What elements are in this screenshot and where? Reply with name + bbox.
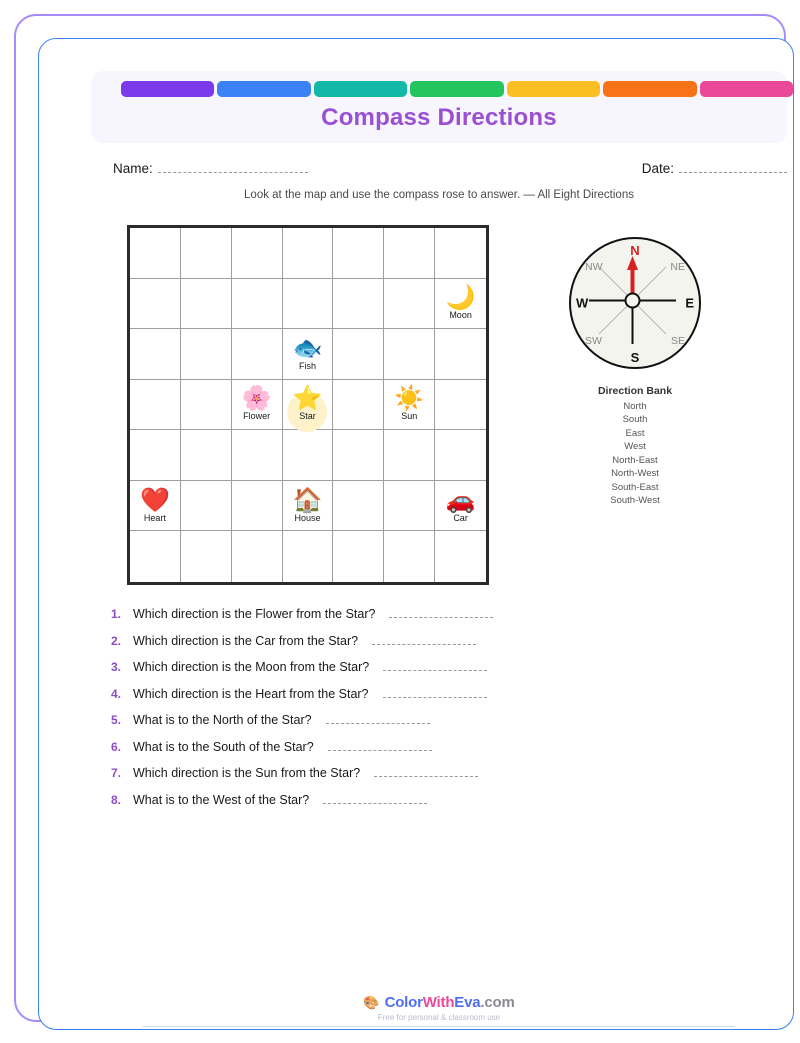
footer-divider <box>143 1026 735 1027</box>
color-strip <box>121 81 793 97</box>
map-item-label: Heart <box>143 512 166 523</box>
map-item <box>292 486 323 523</box>
flower-icon: 🌸 <box>241 385 272 413</box>
question-text <box>133 764 478 780</box>
question-prompt: Which direction is the Sun from the Star? <box>133 766 361 780</box>
direction-bank-title: Direction Bank <box>597 385 673 397</box>
map-cell-empty <box>232 430 283 481</box>
question-row <box>111 632 771 659</box>
compass-west-label: W <box>576 295 589 311</box>
map-cell-empty <box>283 228 334 279</box>
compass-east-label: E <box>685 295 694 311</box>
answer-blank[interactable] <box>383 685 487 698</box>
question-number: 4. <box>111 686 122 701</box>
color-strip-segment-6 <box>603 81 696 97</box>
question-prompt: What is to the South of the Star? <box>133 739 314 754</box>
worksheet-content <box>73 71 800 1043</box>
map-cell-empty <box>333 279 384 330</box>
brand-logo[interactable] <box>363 994 514 1011</box>
map-cell-empty <box>333 329 384 380</box>
car-icon: 🚗 <box>445 486 476 514</box>
map-cell-empty <box>384 279 435 330</box>
map-cell-flower <box>232 380 283 431</box>
map-cell-empty <box>232 329 283 380</box>
question-text <box>133 658 487 674</box>
map-cell-empty <box>333 228 384 279</box>
answer-blank[interactable] <box>383 658 487 671</box>
name-label: Name: <box>113 161 153 176</box>
compass-southwest-label: SW <box>585 335 602 347</box>
question-text <box>133 605 493 621</box>
question-row <box>111 605 771 632</box>
answer-blank[interactable] <box>374 764 478 777</box>
question-number: 5. <box>111 713 122 727</box>
map-cell-empty <box>384 481 435 532</box>
moon-icon: 🌙 <box>445 284 476 312</box>
map-item-label: Fish <box>298 360 316 371</box>
brand-part-eva: Eva <box>454 994 481 1011</box>
map-cell-empty <box>283 279 334 330</box>
question-row <box>111 791 771 818</box>
question-prompt: Which direction is the Flower from the Star? <box>133 607 376 621</box>
map-item-label: Sun <box>401 411 418 422</box>
direction-bank-item: South <box>622 414 648 426</box>
question-number: 8. <box>111 792 122 807</box>
name-field-group <box>113 159 308 176</box>
map-item-label: Car <box>453 512 468 523</box>
header-card <box>91 71 787 143</box>
map-item <box>394 387 424 421</box>
map-cell-empty <box>435 380 486 431</box>
brand-text <box>385 994 515 1011</box>
map-cell-empty <box>130 228 181 279</box>
palette-icon: 🎨 <box>363 995 380 1010</box>
map-cell-empty <box>232 228 283 279</box>
map-cell-empty <box>130 430 181 481</box>
star-icon: ⭐ <box>292 385 323 413</box>
map-cell-empty <box>435 228 486 279</box>
map-cell-heart <box>130 481 181 532</box>
color-strip-segment-5 <box>507 81 600 97</box>
map-item <box>139 486 170 523</box>
map-cell-empty <box>333 430 384 481</box>
question-row <box>111 685 771 712</box>
question-number: 7. <box>111 766 122 780</box>
map-cell-empty <box>232 279 283 330</box>
map-item-label: Flower <box>243 411 271 422</box>
date-field-group <box>642 159 787 176</box>
map-cell-empty <box>130 531 181 582</box>
instructions-text: Look at the map and use the compass rose to answer. — All Eight Directions <box>244 189 634 201</box>
question-row <box>111 764 771 791</box>
house-icon: 🏠 <box>292 486 323 514</box>
compass-south-label: S <box>630 350 640 365</box>
answer-blank[interactable] <box>323 791 427 804</box>
map-cell-empty <box>283 531 334 582</box>
brand-part-with: With <box>422 994 455 1011</box>
map-cell-empty <box>181 380 232 431</box>
map-cell-empty <box>384 430 435 481</box>
name-input[interactable] <box>158 159 308 173</box>
map-cell-fish <box>283 329 334 380</box>
direction-bank-item: North <box>623 401 647 412</box>
direction-bank-item: North-West <box>611 468 659 480</box>
question-number: 2. <box>111 633 122 648</box>
map-item-label: Moon <box>449 310 472 321</box>
map-cell-empty <box>333 481 384 532</box>
compass-northwest-label: NW <box>585 261 603 273</box>
color-strip-segment-1 <box>121 81 214 97</box>
map-grid-container <box>127 225 489 585</box>
question-row <box>111 658 771 685</box>
map-cell-empty <box>130 329 181 380</box>
compass-rose <box>569 237 701 369</box>
map-cell-empty <box>181 531 232 582</box>
brand-part-color: Color <box>384 994 423 1011</box>
map-cell-empty <box>435 329 486 380</box>
footer <box>73 994 800 1027</box>
question-prompt: What is to the West of the Star? <box>133 792 310 807</box>
color-strip-segment-2 <box>217 81 310 97</box>
map-cell-moon <box>435 279 486 330</box>
map-cell-sun <box>384 380 435 431</box>
name-date-row <box>91 159 787 181</box>
page-outer-border <box>14 14 786 1022</box>
direction-bank-list <box>535 400 735 508</box>
question-text <box>133 711 430 727</box>
map-item <box>445 486 476 523</box>
map-cell-empty <box>130 279 181 330</box>
direction-bank-item: South-East <box>611 481 659 493</box>
map-item-label: Star <box>299 411 316 422</box>
answer-blank[interactable] <box>328 738 432 751</box>
compass-area <box>535 237 735 508</box>
date-input[interactable] <box>679 159 787 173</box>
question-row <box>111 711 771 738</box>
map-cell-empty <box>181 481 232 532</box>
question-prompt: Which direction is the Heart from the Star? <box>133 686 369 701</box>
date-label: Date: <box>641 161 674 176</box>
direction-bank-item: South-West <box>610 495 660 507</box>
map-cell-empty <box>333 380 384 431</box>
question-text <box>133 738 432 754</box>
question-text <box>133 632 476 648</box>
question-prompt: Which direction is the Moon from the Star? <box>133 660 370 674</box>
map-cell-empty <box>435 430 486 481</box>
map-cell-empty <box>181 279 232 330</box>
map-cell-empty <box>384 531 435 582</box>
direction-bank-item: East <box>625 427 645 439</box>
map-cell-empty <box>181 228 232 279</box>
page-inner-border <box>38 38 794 1030</box>
map-cell-empty <box>435 531 486 582</box>
map-item-label: House <box>294 512 321 523</box>
map-cell-empty <box>232 531 283 582</box>
answer-blank[interactable] <box>326 711 430 724</box>
map-cell-empty <box>283 430 334 481</box>
map-cell-empty <box>333 531 384 582</box>
direction-bank-item: West <box>624 441 646 453</box>
questions-list <box>111 605 771 817</box>
compass-southeast-label: SE <box>670 335 685 347</box>
question-text <box>133 791 427 807</box>
map-cell-car <box>435 481 486 532</box>
direction-bank <box>535 385 735 508</box>
question-text <box>133 685 487 701</box>
direction-bank-item: North-East <box>612 454 658 466</box>
map-cell-star <box>283 380 334 431</box>
map-item <box>446 286 476 320</box>
answer-blank[interactable] <box>389 605 493 618</box>
question-number: 3. <box>111 660 122 674</box>
map-item <box>292 334 323 371</box>
map-cell-empty <box>181 329 232 380</box>
page-title: Compass Directions <box>321 104 557 131</box>
answer-blank[interactable] <box>372 632 476 645</box>
map-cell-empty <box>232 481 283 532</box>
brand-part-com: .com <box>480 994 515 1011</box>
color-strip-segment-4 <box>410 81 503 97</box>
map-grid <box>130 228 486 582</box>
map-cell-empty <box>181 430 232 481</box>
sun-icon: ☀️ <box>394 385 425 413</box>
question-prompt: Which direction is the Car from the Star? <box>133 633 359 648</box>
question-number: 1. <box>111 607 122 621</box>
compass-north-label: N <box>630 243 640 258</box>
color-strip-segment-7 <box>700 81 793 97</box>
map-cell-empty <box>384 329 435 380</box>
map-item <box>242 387 272 421</box>
map-cell-empty <box>130 380 181 431</box>
map-cell-house <box>283 481 334 532</box>
question-prompt: What is to the North of the Star? <box>133 713 312 727</box>
question-row <box>111 738 771 765</box>
footer-tagline: Free for personal & classroom use <box>377 1013 501 1022</box>
fish-icon: 🐟 <box>292 334 323 362</box>
compass-northeast-label: NE <box>670 261 685 273</box>
color-strip-segment-3 <box>314 81 407 97</box>
map-cell-empty <box>384 228 435 279</box>
question-number: 6. <box>111 739 122 754</box>
heart-icon: ❤️ <box>139 486 170 514</box>
